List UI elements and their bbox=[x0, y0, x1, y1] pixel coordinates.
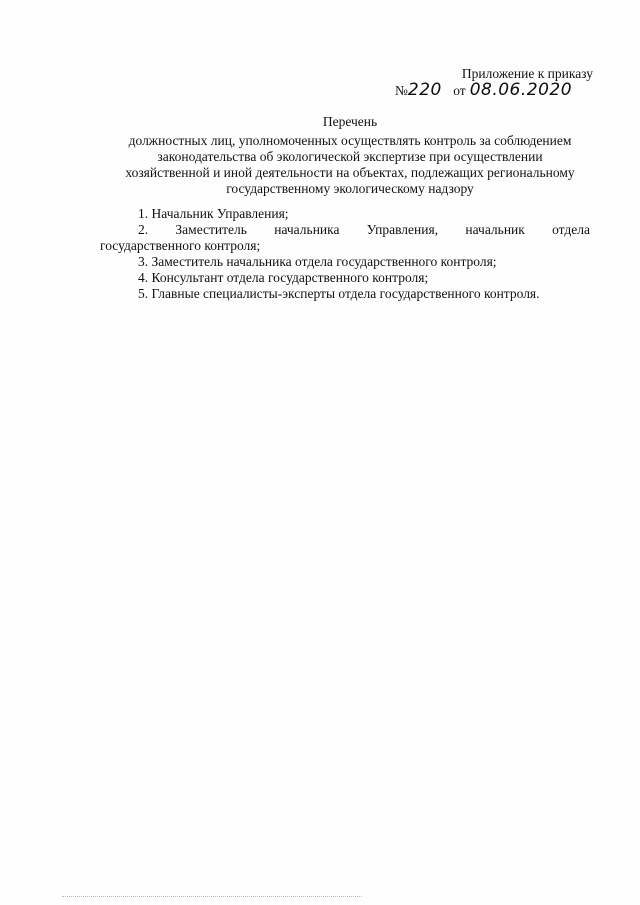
order-date-prefix: от bbox=[453, 83, 466, 98]
list-item bbox=[100, 222, 590, 254]
scan-artifact-line bbox=[62, 896, 362, 899]
document-heading bbox=[100, 114, 600, 197]
list-item: 5. Главные специалисты-эксперты отдела государственного контроля. bbox=[138, 286, 540, 301]
list-item-first-line: 2. Заместитель начальника Управления, начальник отдела bbox=[138, 222, 590, 237]
document-title: Перечень bbox=[322, 114, 378, 129]
appendix-label: Приложение к приказу bbox=[461, 66, 593, 81]
order-number-prefix: № bbox=[395, 83, 408, 98]
list-item: 1. Начальник Управления; bbox=[138, 206, 289, 221]
subtitle-line: должностных лиц, уполномоченных осуществлять контроль за соблюдением bbox=[128, 133, 572, 148]
order-date: 08.06.2020 bbox=[469, 80, 573, 100]
officials-list bbox=[100, 206, 590, 302]
subtitle-line: хозяйственной и иной деятельности на объектах, подлежащих региональному bbox=[125, 165, 575, 180]
order-reference bbox=[395, 80, 572, 100]
list-item: 4. Консультант отдела государственного контроля; bbox=[138, 270, 429, 285]
list-item: 3. Заместитель начальника отдела государственного контроля; bbox=[138, 254, 497, 269]
subtitle-line: законодательства об экологической экспертизе при осуществлении bbox=[157, 149, 543, 164]
subtitle-line: государственному экологическому надзору bbox=[226, 181, 474, 196]
list-item-continuation: государственного контроля; bbox=[100, 238, 261, 253]
order-number: 220 bbox=[407, 80, 442, 100]
